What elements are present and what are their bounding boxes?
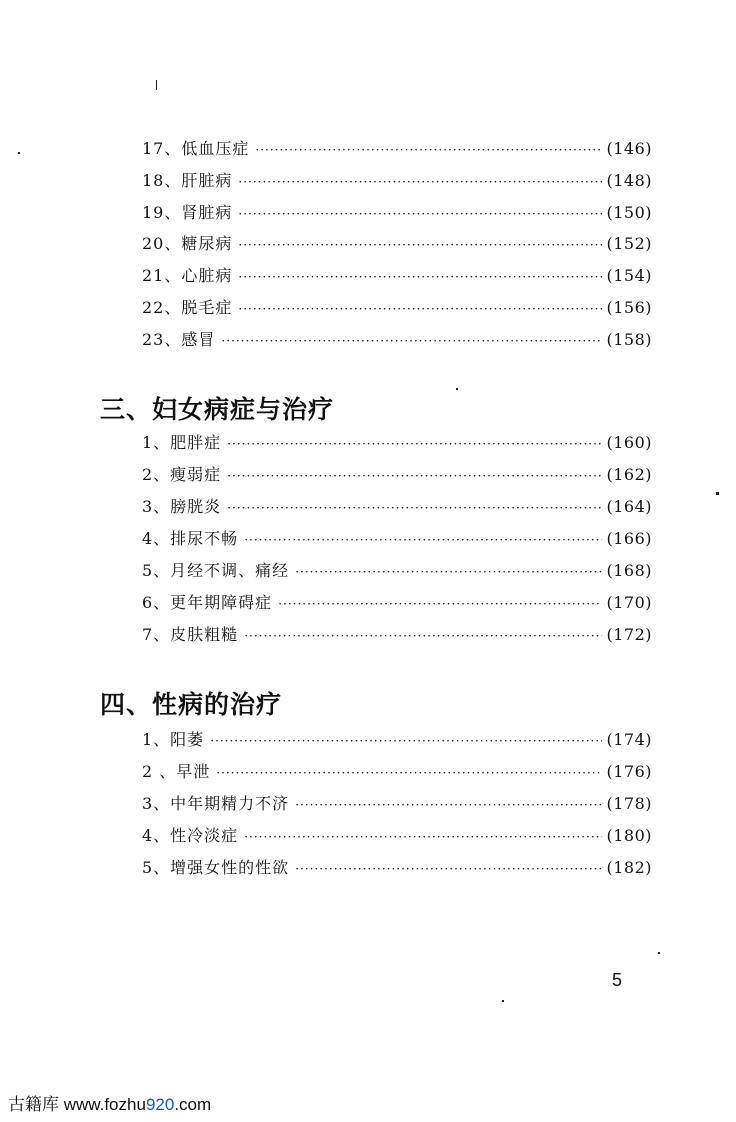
toc-leader-dots <box>216 766 602 780</box>
toc-leader-dots <box>210 734 602 748</box>
toc-entry-page: (178) <box>606 794 652 813</box>
toc-entry <box>142 136 652 160</box>
toc-entry-page: (158) <box>606 330 652 349</box>
toc-entry-page: (156) <box>606 298 652 317</box>
toc-entry-title: 20、糖尿病 <box>142 234 233 253</box>
scan-speck <box>156 80 157 90</box>
toc-leader-dots <box>244 830 602 844</box>
toc-entry <box>142 855 652 879</box>
toc-leader-dots <box>295 862 602 876</box>
toc-entry-title: 18、肝脏病 <box>142 171 233 190</box>
scan-speck <box>716 492 719 495</box>
toc-leader-dots <box>244 629 602 643</box>
toc-entry-title: 17、低血压症 <box>142 139 250 158</box>
toc-entry <box>142 200 652 224</box>
toc-leader-dots <box>238 207 602 221</box>
toc-entry <box>142 168 652 192</box>
toc-entry-page: (180) <box>606 826 652 845</box>
toc-leader-dots <box>238 302 602 316</box>
toc-entry-page: (148) <box>606 171 652 190</box>
toc-entry-title: 1、肥胖症 <box>142 433 222 452</box>
toc-entry-page: (146) <box>606 139 652 158</box>
toc-entry-page: (176) <box>606 762 652 781</box>
toc-entry <box>142 791 652 815</box>
toc-entry <box>142 558 652 582</box>
toc-leader-dots <box>295 798 602 812</box>
watermark-accent: 920 <box>145 1095 175 1114</box>
toc-leader-dots <box>244 533 602 547</box>
page-number: 5 <box>612 970 623 990</box>
toc-entry-title: 4、性冷淡症 <box>142 826 239 845</box>
toc-entry <box>142 759 652 783</box>
toc-leader-dots <box>295 565 602 579</box>
toc-entry <box>142 727 652 751</box>
toc-entry-title: 4、排尿不畅 <box>142 529 239 548</box>
section-heading: 三、妇女病症与治疗 <box>100 395 335 424</box>
toc-entry-title: 6、更年期障碍症 <box>142 593 273 612</box>
toc-entry-page: (152) <box>606 234 652 253</box>
toc-entry <box>142 462 652 486</box>
toc-entry-title: 5、增强女性的性欲 <box>142 858 290 877</box>
toc-entry-title: 7、皮肤粗糙 <box>142 625 239 644</box>
toc-entry <box>142 590 652 614</box>
toc-entry-title: 19、肾脏病 <box>142 203 233 222</box>
toc-leader-dots <box>221 334 602 348</box>
toc-entry <box>142 263 652 287</box>
toc-leader-dots <box>238 238 602 252</box>
toc-leader-dots <box>238 175 602 189</box>
toc-entry-title: 1、阳萎 <box>142 730 205 749</box>
scan-speck <box>658 952 660 954</box>
toc-entry-title: 2、瘦弱症 <box>142 465 222 484</box>
toc-entry-page: (166) <box>606 529 652 548</box>
watermark-suffix: .com <box>174 1095 212 1114</box>
toc-entry-title: 23、感冒 <box>142 330 216 349</box>
toc-entry-title: 3、膀胱炎 <box>142 497 222 516</box>
section-heading: 四、性病的治疗 <box>100 690 283 719</box>
toc-entry <box>142 494 652 518</box>
toc-entry-page: (154) <box>606 266 652 285</box>
toc-leader-dots <box>238 270 602 284</box>
toc-entry-title: 22、脱毛症 <box>142 298 233 317</box>
toc-entry <box>142 622 652 646</box>
toc-entry-page: (182) <box>606 858 652 877</box>
toc-entry-title: 21、心脏病 <box>142 266 233 285</box>
toc-entry <box>142 295 652 319</box>
toc-entry-title: 3、中年期精力不济 <box>142 794 290 813</box>
toc-leader-dots <box>227 437 602 451</box>
toc-entry-page: (162) <box>606 465 652 484</box>
toc-entry-page: (164) <box>606 497 652 516</box>
toc-entry-title: 2 、早泄 <box>142 762 211 781</box>
watermark <box>8 1090 211 1115</box>
toc-entry-page: (150) <box>606 203 652 222</box>
toc-leader-dots <box>227 501 602 515</box>
toc-entry <box>142 430 652 454</box>
toc-entry-page: (174) <box>606 730 652 749</box>
toc-entry <box>142 526 652 550</box>
scan-speck <box>502 1000 504 1002</box>
toc-leader-dots <box>255 143 602 157</box>
toc-entry-page: (168) <box>606 561 652 580</box>
toc-leader-dots <box>278 597 602 611</box>
toc-leader-dots <box>227 469 602 483</box>
toc-entry-title: 5、月经不调、痛经 <box>142 561 290 580</box>
toc-entry <box>142 231 652 255</box>
watermark-prefix: 古籍库 www.fozhu <box>8 1095 146 1114</box>
scan-speck <box>18 152 20 154</box>
toc-entry <box>142 327 652 351</box>
toc-entry-page: (160) <box>606 433 652 452</box>
toc-entry-page: (172) <box>606 625 652 644</box>
toc-entry-page: (170) <box>606 593 652 612</box>
toc-entry <box>142 823 652 847</box>
scan-speck <box>456 388 458 390</box>
